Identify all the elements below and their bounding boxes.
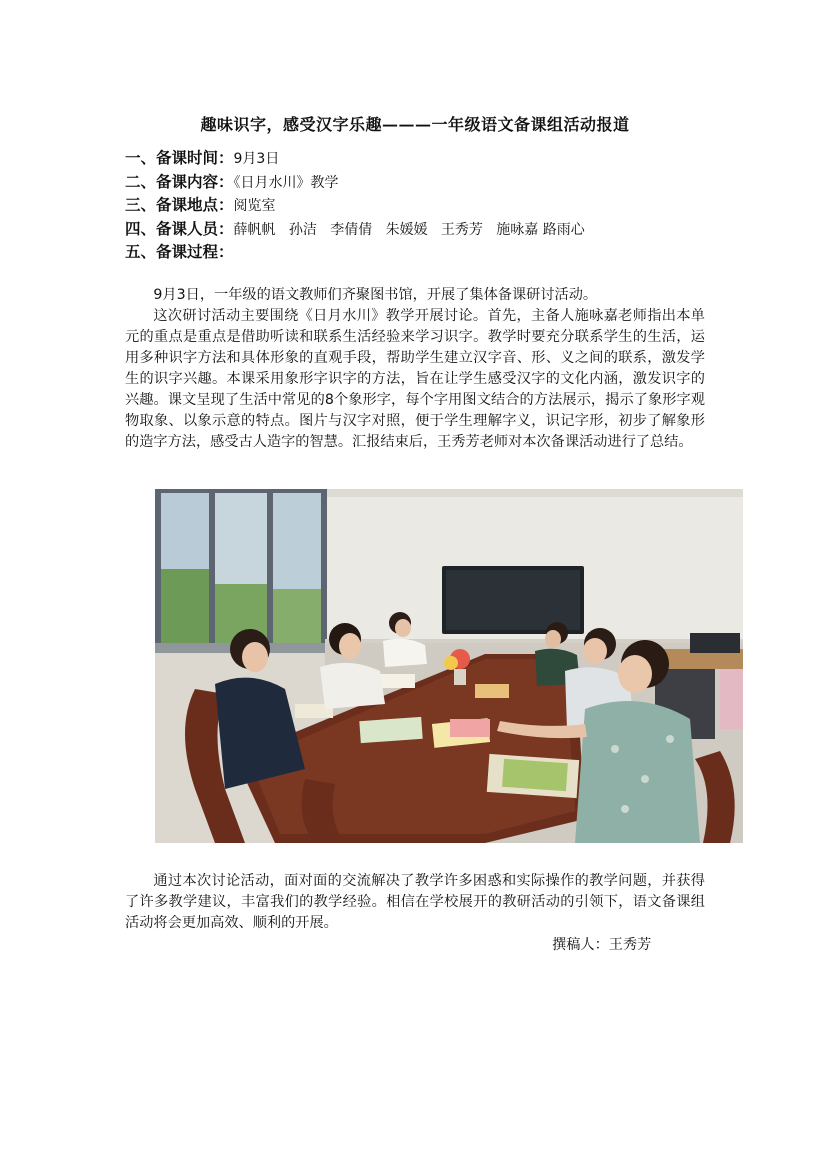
meta-key: 五、备课过程： bbox=[125, 242, 234, 261]
meta-key: 三、备课地点： bbox=[125, 195, 234, 214]
meeting-photo bbox=[155, 489, 743, 843]
paragraph-summary: 通过本次讨论活动，面对面的交流解决了教学许多困惑和实际操作的教学问题，并获得了许多教学建议，丰富我们的教学经验。相信在学校展开的教研活动的引领下，语文备课组活动将会更加高效、顺利的开展。 bbox=[125, 873, 705, 931]
meta-value: 《日月水川》教学 bbox=[233, 174, 339, 191]
meta-row-members bbox=[125, 217, 725, 241]
meta-value: 薛帆帆 孙洁 李倩倩 朱媛媛 王秀芳 施咏嘉 路雨心 bbox=[233, 221, 585, 238]
meta-value: 阅览室 bbox=[233, 198, 276, 214]
meta-row-location bbox=[125, 193, 725, 217]
meta-value: 9月3日 bbox=[233, 151, 280, 167]
author-credit: 撰稿人：王秀芳 bbox=[552, 937, 652, 953]
meta-key: 二、备课内容： bbox=[125, 171, 234, 191]
meta-key: 四、备课人员： bbox=[125, 218, 234, 238]
meta-key: 一、备课时间： bbox=[125, 148, 234, 167]
meta-row-content bbox=[125, 170, 725, 194]
meta-list bbox=[125, 146, 725, 264]
paragraph-intro: 9月3日，一年级的语文教师们齐聚图书馆，开展了集体备课研讨活动。 bbox=[153, 287, 598, 303]
document-title: 趣味识字，感受汉字乐趣———一年级语文备课组活动报道 bbox=[200, 115, 630, 134]
meta-row-time bbox=[125, 146, 725, 170]
paragraph-body: 这次研讨活动主要围绕《日月水川》教学开展讨论。首先，主备人施咏嘉老师指出本单元的重点是重点是借助听读和联系生活经验来学习识字。教学时要充分联系学生的生活，运用多种识字方法和具体形象的直观手段，帮助学生建立汉字音、形、义之间的联系，激发学生的识字兴趣。本课采用象形字识字的方法，旨在让学生感受汉字的文化内涵，激发识字的兴趣。课文呈现了生活中常见的8个象形字，每个字用图文结合的方法展示，揭示了象形字观物取象、以象示意的特点。图片与汉字对照，便于学生理解字义，识记字形，初步了解象形的造字方法，感受古人造字的智慧。汇报结束后，王秀芳老师对本次备课活动进行了总结。 bbox=[125, 308, 705, 450]
meta-row-process bbox=[125, 240, 725, 264]
